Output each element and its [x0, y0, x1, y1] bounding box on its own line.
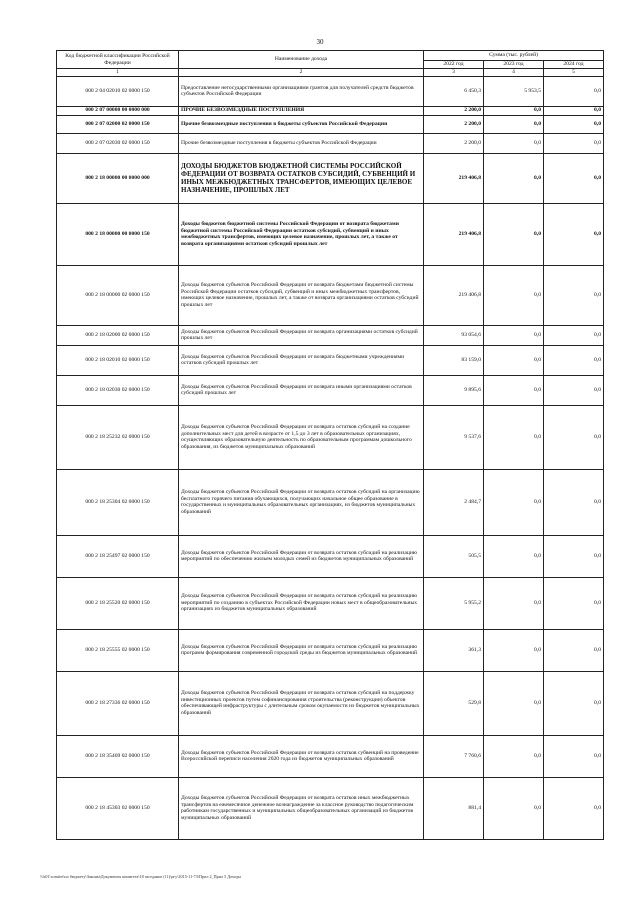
row-value-2022: 2 200,0 — [424, 106, 484, 115]
row-value-2022: 2 200,0 — [424, 115, 484, 133]
row-code: 000 2 18 02000 02 0000 150 — [57, 325, 179, 345]
row-code: 000 2 18 35469 02 0000 150 — [57, 735, 179, 777]
row-code: 000 2 18 00000 02 0000 150 — [57, 265, 179, 325]
row-value-2022: 83 159,0 — [424, 345, 484, 375]
row-name: Доходы бюджетов субъектов Российской Федерации от возврата остатков субсидий на реализацию программ формирования современной городской среды из бюджетов муниципальных образований — [179, 629, 424, 671]
row-value-2023: 0,0 — [484, 671, 544, 735]
row-name: Прочие безвозмездные поступления в бюджеты субъектов Российской Федерации — [179, 133, 424, 153]
row-code: 000 2 07 00000 00 0000 000 — [57, 106, 179, 115]
header-year-2022: 2022 год — [424, 61, 484, 69]
row-name: Доходы бюджетов бюджетной системы Российской Федерации от возврата бюджетами бюджетной системы Российской Федерации остатков субсидий, субвенций и иных межбюджетных трансфертов, имеющих целевое назначение, прошлых лет, а также от возврата организациями остатков субсидий прошлых лет — [179, 203, 424, 265]
row-value-2024: 0,0 — [544, 671, 604, 735]
row-name: ДОХОДЫ БЮДЖЕТОВ БЮДЖЕТНОЙ СИСТЕМЫ РОССИЙСКОЙ ФЕДЕРАЦИИ ОТ ВОЗВРАТА ОСТАТКОВ СУБСИДИЙ, СУБВЕНЦИЙ И ИНЫХ МЕЖБЮДЖЕТНЫХ ТРАНСФЕРТОВ, ИМЕЮЩИХ ЦЕЛЕВОЕ НАЗНАЧЕНИЕ, ПРОШЛЫХ ЛЕТ — [179, 153, 424, 203]
table-row — [57, 153, 604, 203]
row-value-2022: 5 955,2 — [424, 577, 484, 629]
row-name: Предоставление негосударственными организациями грантов для получателей средств бюджетов субъектов Российской Федерации — [179, 76, 424, 106]
row-value-2024: 0,0 — [544, 115, 604, 133]
row-value-2023: 0,0 — [484, 133, 544, 153]
row-value-2022: 93 054,6 — [424, 325, 484, 345]
table-row — [57, 106, 604, 115]
row-value-2023: 0,0 — [484, 577, 544, 629]
table-row — [57, 265, 604, 325]
row-value-2022: 6 450,3 — [424, 76, 484, 106]
table-row — [57, 405, 604, 469]
table-row — [57, 777, 604, 839]
row-value-2024: 0,0 — [544, 345, 604, 375]
row-value-2023: 0,0 — [484, 325, 544, 345]
row-value-2022: 219 406,8 — [424, 265, 484, 325]
row-code: 000 2 18 02010 02 0000 150 — [57, 345, 179, 375]
row-value-2023: 0,0 — [484, 629, 544, 671]
row-value-2024: 0,0 — [544, 735, 604, 777]
col-number-2: 2 — [179, 69, 424, 77]
header-sum: Сумма (тыс. рублей) — [424, 51, 604, 61]
row-value-2024: 0,0 — [544, 153, 604, 203]
row-name: Доходы бюджетов субъектов Российской Федерации от возврата остатков субсидий на реализацию мероприятий по обеспечению жильем молодых семей из бюджетов муниципальных образований — [179, 535, 424, 577]
row-code: 000 2 04 02010 02 0000 150 — [57, 76, 179, 106]
row-value-2023: 5 953,5 — [484, 76, 544, 106]
row-value-2024: 0,0 — [544, 325, 604, 345]
table-row — [57, 345, 604, 375]
table-row — [57, 203, 604, 265]
col-number-4: 4 — [484, 69, 544, 77]
file-path-footer: \\fs01\comitet\по бюджету\Законы\Документы комитета\18 заседание (11)\ргу\2015-11-73\Прил 2_Прил 5 Доходы — [40, 874, 241, 879]
table-row — [57, 375, 604, 405]
row-value-2024: 0,0 — [544, 265, 604, 325]
row-value-2023: 0,0 — [484, 535, 544, 577]
row-name: Доходы бюджетов субъектов Российской Федерации от возврата остатков субсидий на организацию бесплатного горячего питания обучающихся, получающих начальное общее образование в государственных и муниципальных образовательных организациях, из бюджетов муниципальных образований — [179, 469, 424, 535]
row-code: 000 2 18 25232 02 0000 150 — [57, 405, 179, 469]
header-year-2023: 2023 год — [484, 61, 544, 69]
row-value-2022: 529,8 — [424, 671, 484, 735]
table-row — [57, 325, 604, 345]
page-number: 30 — [316, 38, 324, 46]
row-code: 000 2 18 45303 02 0000 150 — [57, 777, 179, 839]
row-code: 000 2 18 00000 00 0000 000 — [57, 153, 179, 203]
row-name: Доходы бюджетов субъектов Российской Федерации от возврата остатков субсидий на создание дополнительных мест для детей в возрасте от 1,5 до 3 лет в образовательных организациях, осуществляющих образовательную деятельность по образовательным программам дошкольного образования, из бюджетов муниципальных образований — [179, 405, 424, 469]
row-value-2024: 0,0 — [544, 106, 604, 115]
row-value-2022: 2 484,7 — [424, 469, 484, 535]
header-year-2024: 2024 год — [544, 61, 604, 69]
table-row — [57, 629, 604, 671]
row-name: Доходы бюджетов субъектов Российской Федерации от возврата бюджетными учреждениями остатков субсидий прошлых лет — [179, 345, 424, 375]
row-code: 000 2 18 25497 02 0000 150 — [57, 535, 179, 577]
col-number-5: 5 — [544, 69, 604, 77]
table-row — [57, 115, 604, 133]
row-value-2023: 0,0 — [484, 345, 544, 375]
row-code: 000 2 18 25555 02 0000 150 — [57, 629, 179, 671]
row-value-2023: 0,0 — [484, 469, 544, 535]
row-value-2022: 9 895,6 — [424, 375, 484, 405]
header-name: Наименование дохода — [179, 51, 424, 69]
row-code: 000 2 18 25304 02 0000 150 — [57, 469, 179, 535]
table-row — [57, 577, 604, 629]
row-code: 000 2 18 25520 02 0000 150 — [57, 577, 179, 629]
row-value-2024: 0,0 — [544, 577, 604, 629]
row-value-2023: 0,0 — [484, 265, 544, 325]
revenue-table — [56, 50, 604, 840]
table-row — [57, 76, 604, 106]
row-value-2023: 0,0 — [484, 106, 544, 115]
row-value-2023: 0,0 — [484, 203, 544, 265]
row-value-2024: 0,0 — [544, 405, 604, 469]
col-number-3: 3 — [424, 69, 484, 77]
row-value-2023: 0,0 — [484, 735, 544, 777]
row-value-2024: 0,0 — [544, 375, 604, 405]
col-number-1: 1 — [57, 69, 179, 77]
row-code: 000 2 07 02030 02 0000 150 — [57, 133, 179, 153]
row-value-2024: 0,0 — [544, 629, 604, 671]
row-name: Доходы бюджетов субъектов Российской Федерации от возврата остатков субсидий на поддержку инвестиционных проектов путем софинансирования строительства (реконструкции) объектов обеспечивающей инфраструктуры с длительным сроком окупаемости из бюджетов муниципальных образований — [179, 671, 424, 735]
row-value-2022: 505,5 — [424, 535, 484, 577]
row-value-2024: 0,0 — [544, 76, 604, 106]
table-row — [57, 671, 604, 735]
row-code: 000 2 18 27336 02 0000 150 — [57, 671, 179, 735]
row-value-2023: 0,0 — [484, 153, 544, 203]
row-name: Доходы бюджетов субъектов Российской Федерации от возврата остатков субсидий на реализацию мероприятий по созданию в субъектах Российской Федерации новых мест в общеобразовательных организациях из бюджетов муниципальных образований — [179, 577, 424, 629]
row-value-2024: 0,0 — [544, 203, 604, 265]
row-code: 000 2 18 02030 02 0000 150 — [57, 375, 179, 405]
row-name: Доходы бюджетов субъектов Российской Федерации от возврата организациями остатков субсидий прошлых лет — [179, 325, 424, 345]
row-value-2022: 361,3 — [424, 629, 484, 671]
row-value-2024: 0,0 — [544, 777, 604, 839]
row-name: Доходы бюджетов субъектов Российской Федерации от возврата бюджетами бюджетной системы Российской Федерации остатков субсидий, субвенций и иных межбюджетных трансфертов, имеющих целевое назначение, прошлых лет, а также от возврата организациями остатков субсидий прошлых лет — [179, 265, 424, 325]
row-value-2024: 0,0 — [544, 469, 604, 535]
row-value-2024: 0,0 — [544, 133, 604, 153]
row-value-2022: 2 200,0 — [424, 133, 484, 153]
row-value-2023: 0,0 — [484, 777, 544, 839]
row-value-2022: 9 537,6 — [424, 405, 484, 469]
row-name: Доходы бюджетов субъектов Российской Федерации от возврата остатков иных межбюджетных трансфертов на ежемесячное денежное вознаграждение за классное руководство педагогическим работникам государственных и муниципальных общеобразовательных организаций из бюджетов муниципальных образований — [179, 777, 424, 839]
table-row — [57, 133, 604, 153]
table-row — [57, 735, 604, 777]
row-value-2022: 7 760,6 — [424, 735, 484, 777]
row-value-2023: 0,0 — [484, 375, 544, 405]
row-value-2023: 0,0 — [484, 405, 544, 469]
table-row — [57, 535, 604, 577]
row-value-2022: 881,4 — [424, 777, 484, 839]
row-value-2024: 0,0 — [544, 535, 604, 577]
table-row — [57, 469, 604, 535]
row-value-2023: 0,0 — [484, 115, 544, 133]
row-code: 000 2 18 00000 00 0000 150 — [57, 203, 179, 265]
row-name: ПРОЧИЕ БЕЗВОЗМЕЗДНЫЕ ПОСТУПЛЕНИЯ — [179, 106, 424, 115]
row-value-2022: 219 406,8 — [424, 203, 484, 265]
row-name: Прочие безвозмездные поступления в бюджеты субъектов Российской Федерации — [179, 115, 424, 133]
row-name: Доходы бюджетов субъектов Российской Федерации от возврата иными организациями остатков субсидий прошлых лет — [179, 375, 424, 405]
row-code: 000 2 07 02000 02 0000 150 — [57, 115, 179, 133]
row-value-2022: 219 406,8 — [424, 153, 484, 203]
row-name: Доходы бюджетов субъектов Российской Федерации от возврата остатков субвенций на проведение Всероссийской переписи населения 2020 года из бюджетов муниципальных образований — [179, 735, 424, 777]
header-code: Код бюджетной классификации Российской Федерации — [57, 51, 179, 69]
